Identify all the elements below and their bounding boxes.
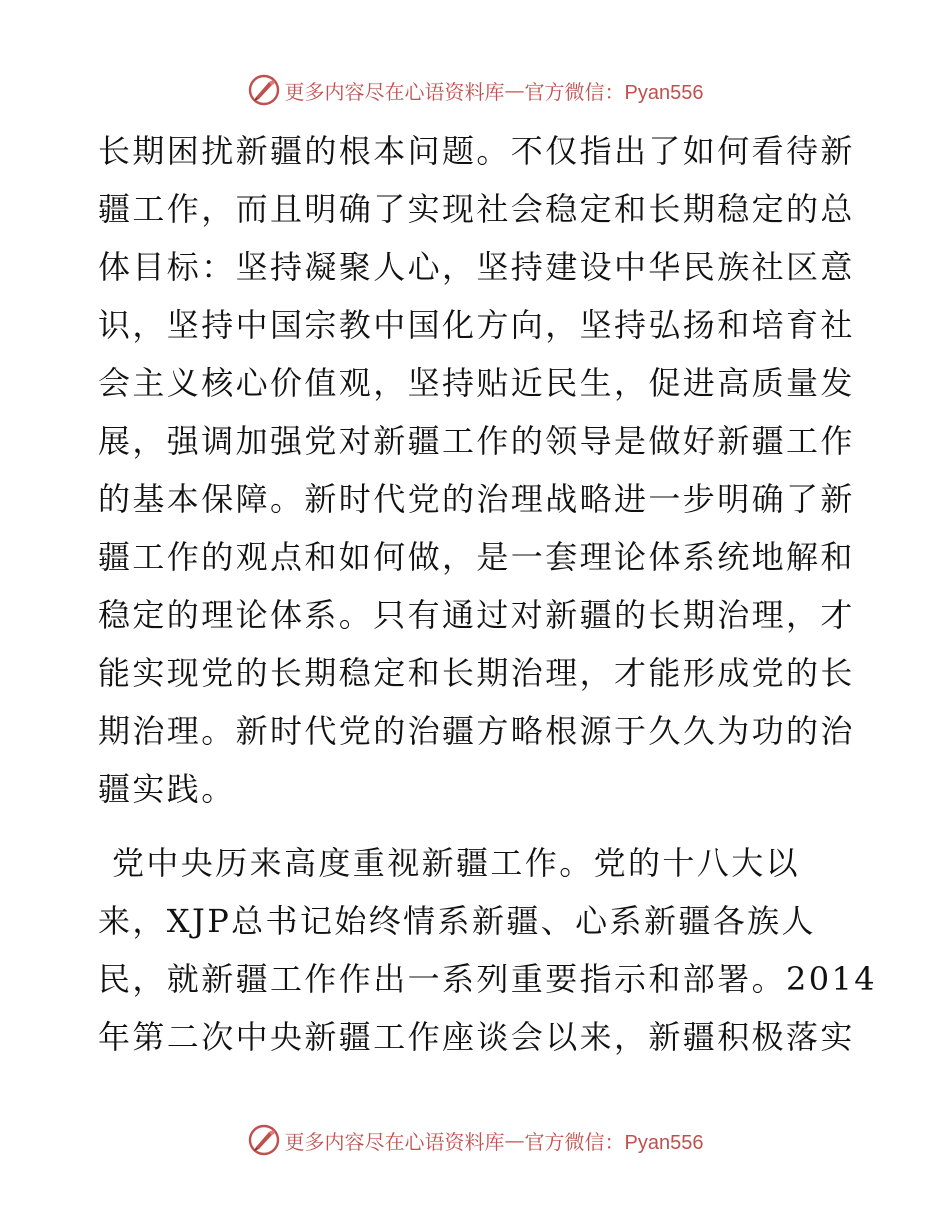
- text-line: 会主义核心价值观，坚持贴近民生，促进高质量发: [98, 364, 855, 402]
- text-line: 体目标：坚持凝聚人心，坚持建设中华民族社区意: [98, 248, 855, 286]
- text-line: 能实现党的长期稳定和长期治理，才能形成党的长: [98, 654, 855, 692]
- text-line: 党中央历来高度重视新疆工作。党的十八大以: [112, 844, 801, 882]
- paragraph-1: [98, 122, 855, 818]
- footer-banner-text: 更多内容尽在心语资料库: [284, 1129, 505, 1154]
- text-line: 来，XJP总书记始终情系新疆、心系新疆各族人: [98, 902, 816, 940]
- footer-banner: [0, 1120, 950, 1160]
- text-line: 期治理。新时代党的治疆方略根源于久久为功的治: [98, 712, 855, 750]
- text-line: 疆实践。: [98, 770, 236, 808]
- header-banner-text: 更多内容尽在心语资料库: [284, 79, 505, 104]
- text-line: 年第二次中央新疆工作座谈会以来，新疆积极落实: [98, 1018, 855, 1056]
- header-banner: [0, 70, 950, 110]
- text-line: 的基本保障。新时代党的治理战略进一步明确了新: [98, 480, 855, 518]
- text-line: 民，就新疆工作作出一系列重要指示和部署。2014: [98, 960, 878, 998]
- text-line: 展，强调加强党对新疆工作的领导是做好新疆工作: [98, 422, 855, 460]
- header-contact: 官方微信：Pyan556: [524, 81, 704, 104]
- text-line: 稳定的理论体系。只有通过对新疆的长期治理，才: [98, 596, 855, 634]
- pen-feather-icon: [247, 1123, 281, 1157]
- footer-separator: —: [504, 1128, 525, 1152]
- text-line: 疆工作，而且明确了实现社会稳定和长期稳定的总: [98, 190, 855, 228]
- pen-feather-icon: [247, 73, 281, 107]
- header-separator: —: [504, 78, 525, 102]
- text-line: 长期困扰新疆的根本问题。不仅指出了如何看待新: [98, 132, 855, 170]
- footer-contact: 官方微信：Pyan556: [524, 1131, 704, 1154]
- text-line: 疆工作的观点和如何做，是一套理论体系统地解和: [98, 538, 855, 576]
- text-line: 识，坚持中国宗教中国化方向，坚持弘扬和培育社: [98, 306, 855, 344]
- paragraph-2: [98, 834, 878, 1066]
